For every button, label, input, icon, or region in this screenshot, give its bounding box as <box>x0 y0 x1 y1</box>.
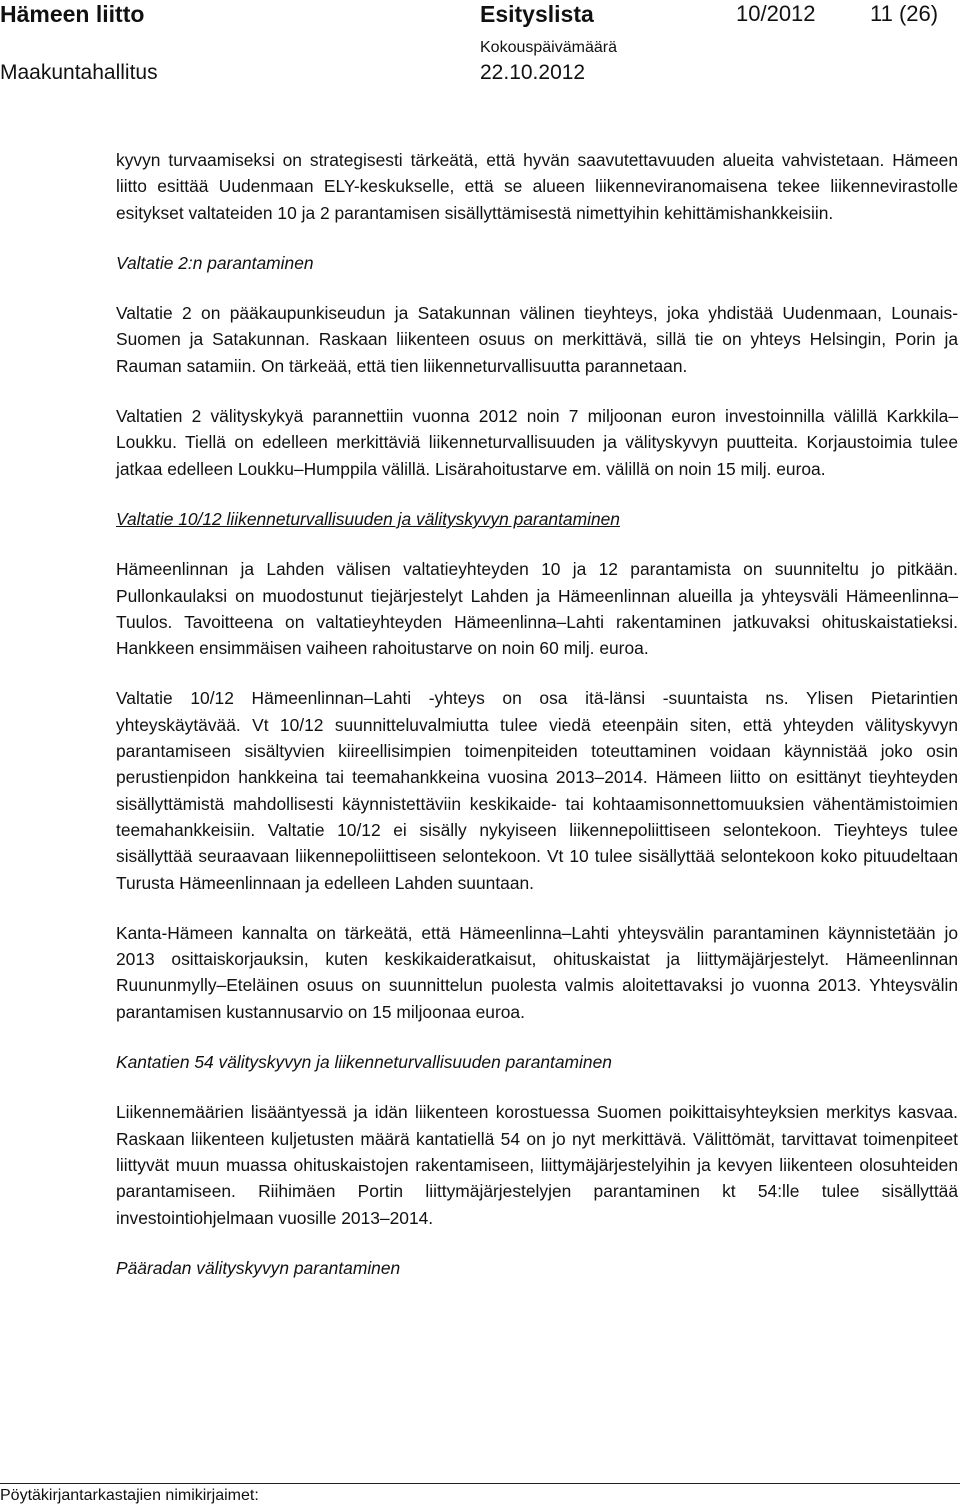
document-number: 10/2012 <box>736 1 816 26</box>
page-number: 11 (26) <box>870 1 939 26</box>
meeting-date-label: Kokouspäivämäärä <box>480 39 617 56</box>
section-heading-kantatie-54: Kantatien 54 välityskyvyn ja liikenneturvallisuuden parantaminen <box>116 1052 612 1073</box>
meeting-date: 22.10.2012 <box>480 61 586 84</box>
paragraph-kanta-hame: Kanta-Hämeen kannalta on tärkeätä, että Hämeenlinna–Lahti yhteysvälin parantaminen käynnistetään jo 2013 osittaiskorjauksin, kuten keskikaideratkaisut, ohituskaistat ja liittymäjärjestelyt. Hämeenlinnan Ruununmylly–Eteläinen osuus on suunnittelun puolesta valmis aloitettavaksi jo vuonna 2013. Yhteysvälin parantamisen kustannusarvio on 15 miljoonaa euroa. <box>116 922 958 1022</box>
section-heading-paarata: Pääradan välityskyvyn parantaminen <box>116 1257 401 1278</box>
section-heading-valtatie-10-12: Valtatie 10/12 liikenneturvallisuuden ja välityskyvyn parantaminen <box>116 508 620 529</box>
paragraph-valtatie-10-12-corridor: Valtatie 10/12 Hämeenlinnan–Lahti -yhteys on osa itä-länsi -suuntaista ns. Ylisen Pietarintien yhteyskäytävää. Vt 10/12 suunnitteluvalmiutta tulee viedä eteenpäin siten, että yhteyden välityskyvyn parantamiseen sisältyvien kiireellisimpien toimenpiteiden toteuttaminen voidaan käynnistää joko osin perustienpidon hankkeina tai teemahankkeina vuosina 2013–2014. Hämeen liitto on esittänyt tieyhteyden sisällyttämistä mahdollisesti käynnistettäviin keskikaide- tai kohtaamisonnettomuuksien vähentämistoimien teemahankkeisiin. Valtatie 10/12 ei sisälly nykyiseen liikennepoliittiseen selontekoon. Tieyhteys tulee sisällyttää seuraavaan liikennepoliittiseen selontekoon. Vt 10 tulee sisällyttää selontekoon koko pituudeltaan Turusta Hämeenlinnaan ja edelleen Lahden suuntaan. <box>116 688 958 893</box>
organization-name: Hämeen liitto <box>0 1 145 27</box>
footer-divider <box>0 1483 960 1484</box>
paragraph-valtatie-2-overview: Valtatie 2 on pääkaupunkiseudun ja Satakunnan välinen tieyhteys, joka yhdistää Uudenmaan, Lounais-Suomen ja Satakunnan. Raskaan liikenteen osuus on merkittävä, sillä tie on yhteys Helsingin, Porin ja Rauman satamiin. On tärkeää, että tien liikenneturvallisuutta parannetaan. <box>116 303 958 376</box>
governing-body: Maakuntahallitus <box>0 61 158 84</box>
document-body <box>116 147 958 1305</box>
signatures-label: Pöytäkirjantarkastajien nimikirjaimet: <box>0 1487 259 1504</box>
paragraph-kantatie-54: Liikennemäärien lisääntyessä ja idän liikenteen korostuessa Suomen poikittaisyhteyksien merkitys kasvaa. Raskaan liikenteen kuljetusten määrä kantatiellä 54 on jo nyt merkittävä. Välittömät, tarvittavat toimenpiteet liittyvät muun muassa ohituskaistojen rakentamiseen, liittymäjärjestelyihin ja kevyen liikenteen olosuhteiden parantamiseen. Riihimäen Portin liittymäjärjestelyjen parantaminen kt 54:lle tulee sisällyttää investointiohjelmaan vuosille 2013–2014. <box>116 1102 958 1228</box>
document-type: Esityslista <box>480 1 594 27</box>
paragraph-valtatie-10-12-plans: Hämeenlinnan ja Lahden välisen valtatieyhteyden 10 ja 12 parantamista on suunniteltu jo pitkään. Pullonkaulaksi on muodostunut tiejärjestelyt Lahden ja Hämeenlinnan alueilla ja yhteysväli Hämeenlinna–Tuulos. Tavoitteena on valtatieyhteyden Hämeenlinna–Lahti rakentaminen jatkuvaksi ohituskaistatieksi. Hankkeen ensimmäisen vaiheen rahoitustarve on noin 60 milj. euroa. <box>116 559 958 659</box>
page-header <box>0 0 960 90</box>
paragraph-valtatie-2-capacity: Valtatien 2 välityskykyä parannettiin vuonna 2012 noin 7 miljoonan euron investoinnilla välillä Karkkila–Loukku. Tiellä on edelleen merkittäviä liikenneturvallisuuden ja välityskyvyn puutteita. Korjaustoimia tulee jatkaa edelleen Loukku–Humppila välillä. Lisärahoitustarve em. välillä on noin 15 milj. euroa. <box>116 406 958 479</box>
intro-paragraph: kyvyn turvaamiseksi on strategisesti tärkeätä, että hyvän saavutettavuuden alueita vahvistetaan. Hämeen liitto esittää Uudenmaan ELY-keskukselle, että se alueen liikenneviranomaisena tekee liikennevirastolle esitykset valtateiden 10 ja 2 parantamisen sisällyttämisestä nimettyihin kehittämishankkeisiin. <box>116 150 958 223</box>
section-heading-valtatie-2: Valtatie 2:n parantaminen <box>116 252 314 273</box>
